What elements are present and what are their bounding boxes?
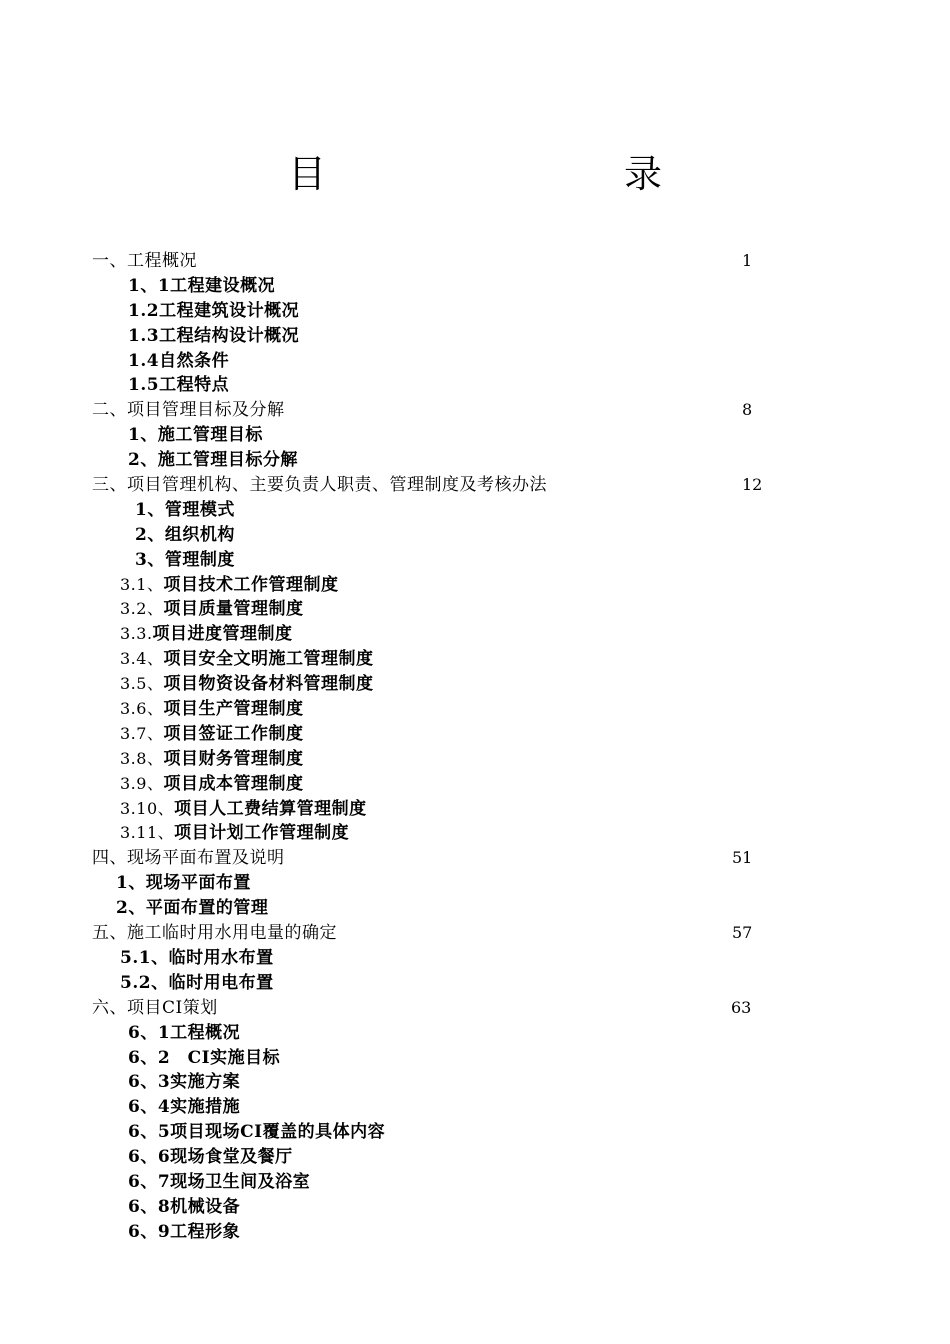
toc-entry-number: 3.8、 [120, 748, 164, 768]
toc-entry [120, 573, 338, 598]
toc-row[interactable] [0, 448, 950, 473]
toc-page-number: 57 [732, 923, 753, 943]
toc-page-number: 1 [742, 251, 753, 270]
toc-entry [120, 747, 303, 772]
toc-entry-number: 3.4、 [120, 649, 164, 669]
toc-entry-label: 6、9工程形象 [128, 1221, 241, 1242]
toc-entry [120, 622, 293, 647]
toc-row[interactable] [0, 996, 950, 1021]
toc-entry-label: 6、5项目现场CI覆盖的具体内容 [128, 1122, 386, 1143]
toc-entry-label: 3、管理制度 [135, 549, 235, 570]
toc-row[interactable] [0, 722, 950, 747]
toc-entry-number: 3.2、 [120, 599, 164, 619]
toc-entry-label: 6、2 CI实施目标 [128, 1047, 281, 1068]
toc-row[interactable] [0, 299, 950, 324]
toc-entry-label: 1.3工程结构设计概况 [128, 325, 300, 346]
toc-entry-label: 三、项目管理机构、主要负责人职责、管理制度及考核办法 [92, 475, 547, 496]
toc-row[interactable] [0, 473, 950, 498]
toc-row[interactable] [0, 1145, 950, 1170]
toc-entry-label: 6、1工程概况 [128, 1022, 241, 1043]
toc-entry-label: 项目成本管理制度 [163, 773, 304, 794]
toc-row[interactable] [0, 921, 950, 946]
toc-page-number: 51 [732, 848, 753, 868]
toc-entry [120, 821, 349, 846]
toc-row[interactable] [0, 1021, 950, 1046]
toc-entry-label: 1.2工程建筑设计概况 [128, 300, 300, 321]
toc-row[interactable] [0, 249, 950, 274]
toc-row[interactable] [0, 622, 950, 647]
toc-row[interactable] [0, 821, 950, 846]
toc-row[interactable] [0, 498, 950, 523]
toc-row[interactable] [0, 398, 950, 423]
toc-entry-label: 2、施工管理目标分解 [128, 450, 298, 471]
toc-entry-number: 3.1、 [120, 574, 164, 594]
toc-row[interactable] [0, 373, 950, 398]
toc-row[interactable] [0, 324, 950, 349]
toc-row[interactable] [0, 597, 950, 622]
toc-row[interactable] [0, 697, 950, 722]
toc-entry-label: 6、6现场食堂及餐厅 [128, 1147, 293, 1168]
toc-row[interactable] [0, 423, 950, 448]
toc-entry-label: 二、项目管理目标及分解 [92, 400, 285, 421]
toc-entry [120, 797, 367, 822]
toc-entry-number: 3.11、 [120, 823, 175, 843]
toc-page-number: 8 [742, 400, 753, 420]
toc-page-number: 63 [731, 997, 752, 1017]
toc-entry-number: 3.9、 [120, 773, 164, 793]
toc-entry-label: 6、3实施方案 [128, 1072, 241, 1093]
toc-row[interactable] [0, 772, 950, 797]
toc-row[interactable] [0, 871, 950, 896]
toc-entry-number: 3.7、 [120, 723, 164, 743]
toc-row[interactable] [0, 797, 950, 822]
toc-entry-number: 3.5、 [120, 674, 164, 694]
toc-row[interactable] [0, 896, 950, 921]
table-of-contents [0, 249, 950, 1245]
toc-entry [120, 647, 373, 672]
toc-entry-number: 3.10、 [120, 798, 175, 818]
page-title: 目 录 [287, 152, 792, 196]
toc-entry-label: 5.2、临时用电布置 [120, 972, 274, 993]
toc-entry-label: 1.5工程特点 [128, 375, 230, 396]
toc-row[interactable] [0, 1170, 950, 1195]
toc-entry [120, 597, 303, 622]
toc-entry-label: 项目安全文明施工管理制度 [163, 649, 374, 670]
toc-entry-label: 项目人工费结算管理制度 [174, 798, 367, 819]
toc-row[interactable] [0, 672, 950, 697]
toc-entry-label: 1、1工程建设概况 [128, 275, 276, 296]
toc-row[interactable] [0, 846, 950, 871]
toc-entry-label: 项目物资设备材料管理制度 [163, 674, 374, 695]
toc-entry [120, 672, 373, 697]
toc-row[interactable] [0, 747, 950, 772]
toc-entry-label: 项目签证工作制度 [163, 723, 304, 744]
toc-entry-label: 1、施工管理目标 [128, 425, 263, 446]
toc-entry-label: 四、现场平面布置及说明 [92, 848, 285, 869]
toc-row[interactable] [0, 1220, 950, 1245]
toc-row[interactable] [0, 946, 950, 971]
toc-row[interactable] [0, 971, 950, 996]
toc-entry-label: 项目进度管理制度 [152, 624, 293, 645]
toc-entry-label: 2、组织机构 [135, 524, 235, 545]
toc-entry-label: 项目计划工作管理制度 [174, 823, 350, 844]
toc-entry-label: 6、4实施措施 [128, 1097, 241, 1118]
toc-row[interactable] [0, 1195, 950, 1220]
toc-row[interactable] [0, 349, 950, 374]
toc-entry-number: 3.3. [120, 624, 153, 644]
toc-entry-label: 一、工程概况 [92, 251, 197, 271]
toc-entry [120, 697, 303, 722]
toc-entry [120, 722, 303, 747]
toc-entry-label: 1、现场平面布置 [116, 873, 251, 894]
toc-entry-label: 6、7现场卫生间及浴室 [128, 1171, 311, 1192]
toc-row[interactable] [0, 523, 950, 548]
toc-entry-label: 项目财务管理制度 [163, 748, 304, 769]
toc-entry [120, 772, 303, 797]
toc-entry-label: 5.1、临时用水布置 [120, 947, 274, 968]
toc-entry-label: 项目质量管理制度 [163, 599, 304, 620]
toc-row[interactable] [0, 548, 950, 573]
toc-entry-label: 2、平面布置的管理 [116, 898, 269, 919]
toc-row[interactable] [0, 1120, 950, 1145]
toc-entry-label: 五、施工临时用水用电量的确定 [92, 923, 337, 944]
toc-row[interactable] [0, 274, 950, 299]
toc-entry-label: 项目生产管理制度 [163, 699, 304, 720]
toc-entry-label: 1、管理模式 [135, 499, 235, 520]
toc-entry-number: 3.6、 [120, 699, 164, 719]
toc-row[interactable] [0, 1046, 950, 1071]
toc-row[interactable] [0, 573, 950, 598]
toc-page-number: 12 [742, 475, 763, 495]
toc-row[interactable] [0, 1070, 950, 1095]
toc-entry-label: 项目技术工作管理制度 [163, 574, 339, 595]
toc-entry-label: 6、8机械设备 [128, 1196, 241, 1217]
toc-row[interactable] [0, 1095, 950, 1120]
toc-entry-label: 六、项目CI策划 [92, 997, 218, 1018]
toc-row[interactable] [0, 647, 950, 672]
toc-entry-label: 1.4自然条件 [128, 350, 230, 371]
